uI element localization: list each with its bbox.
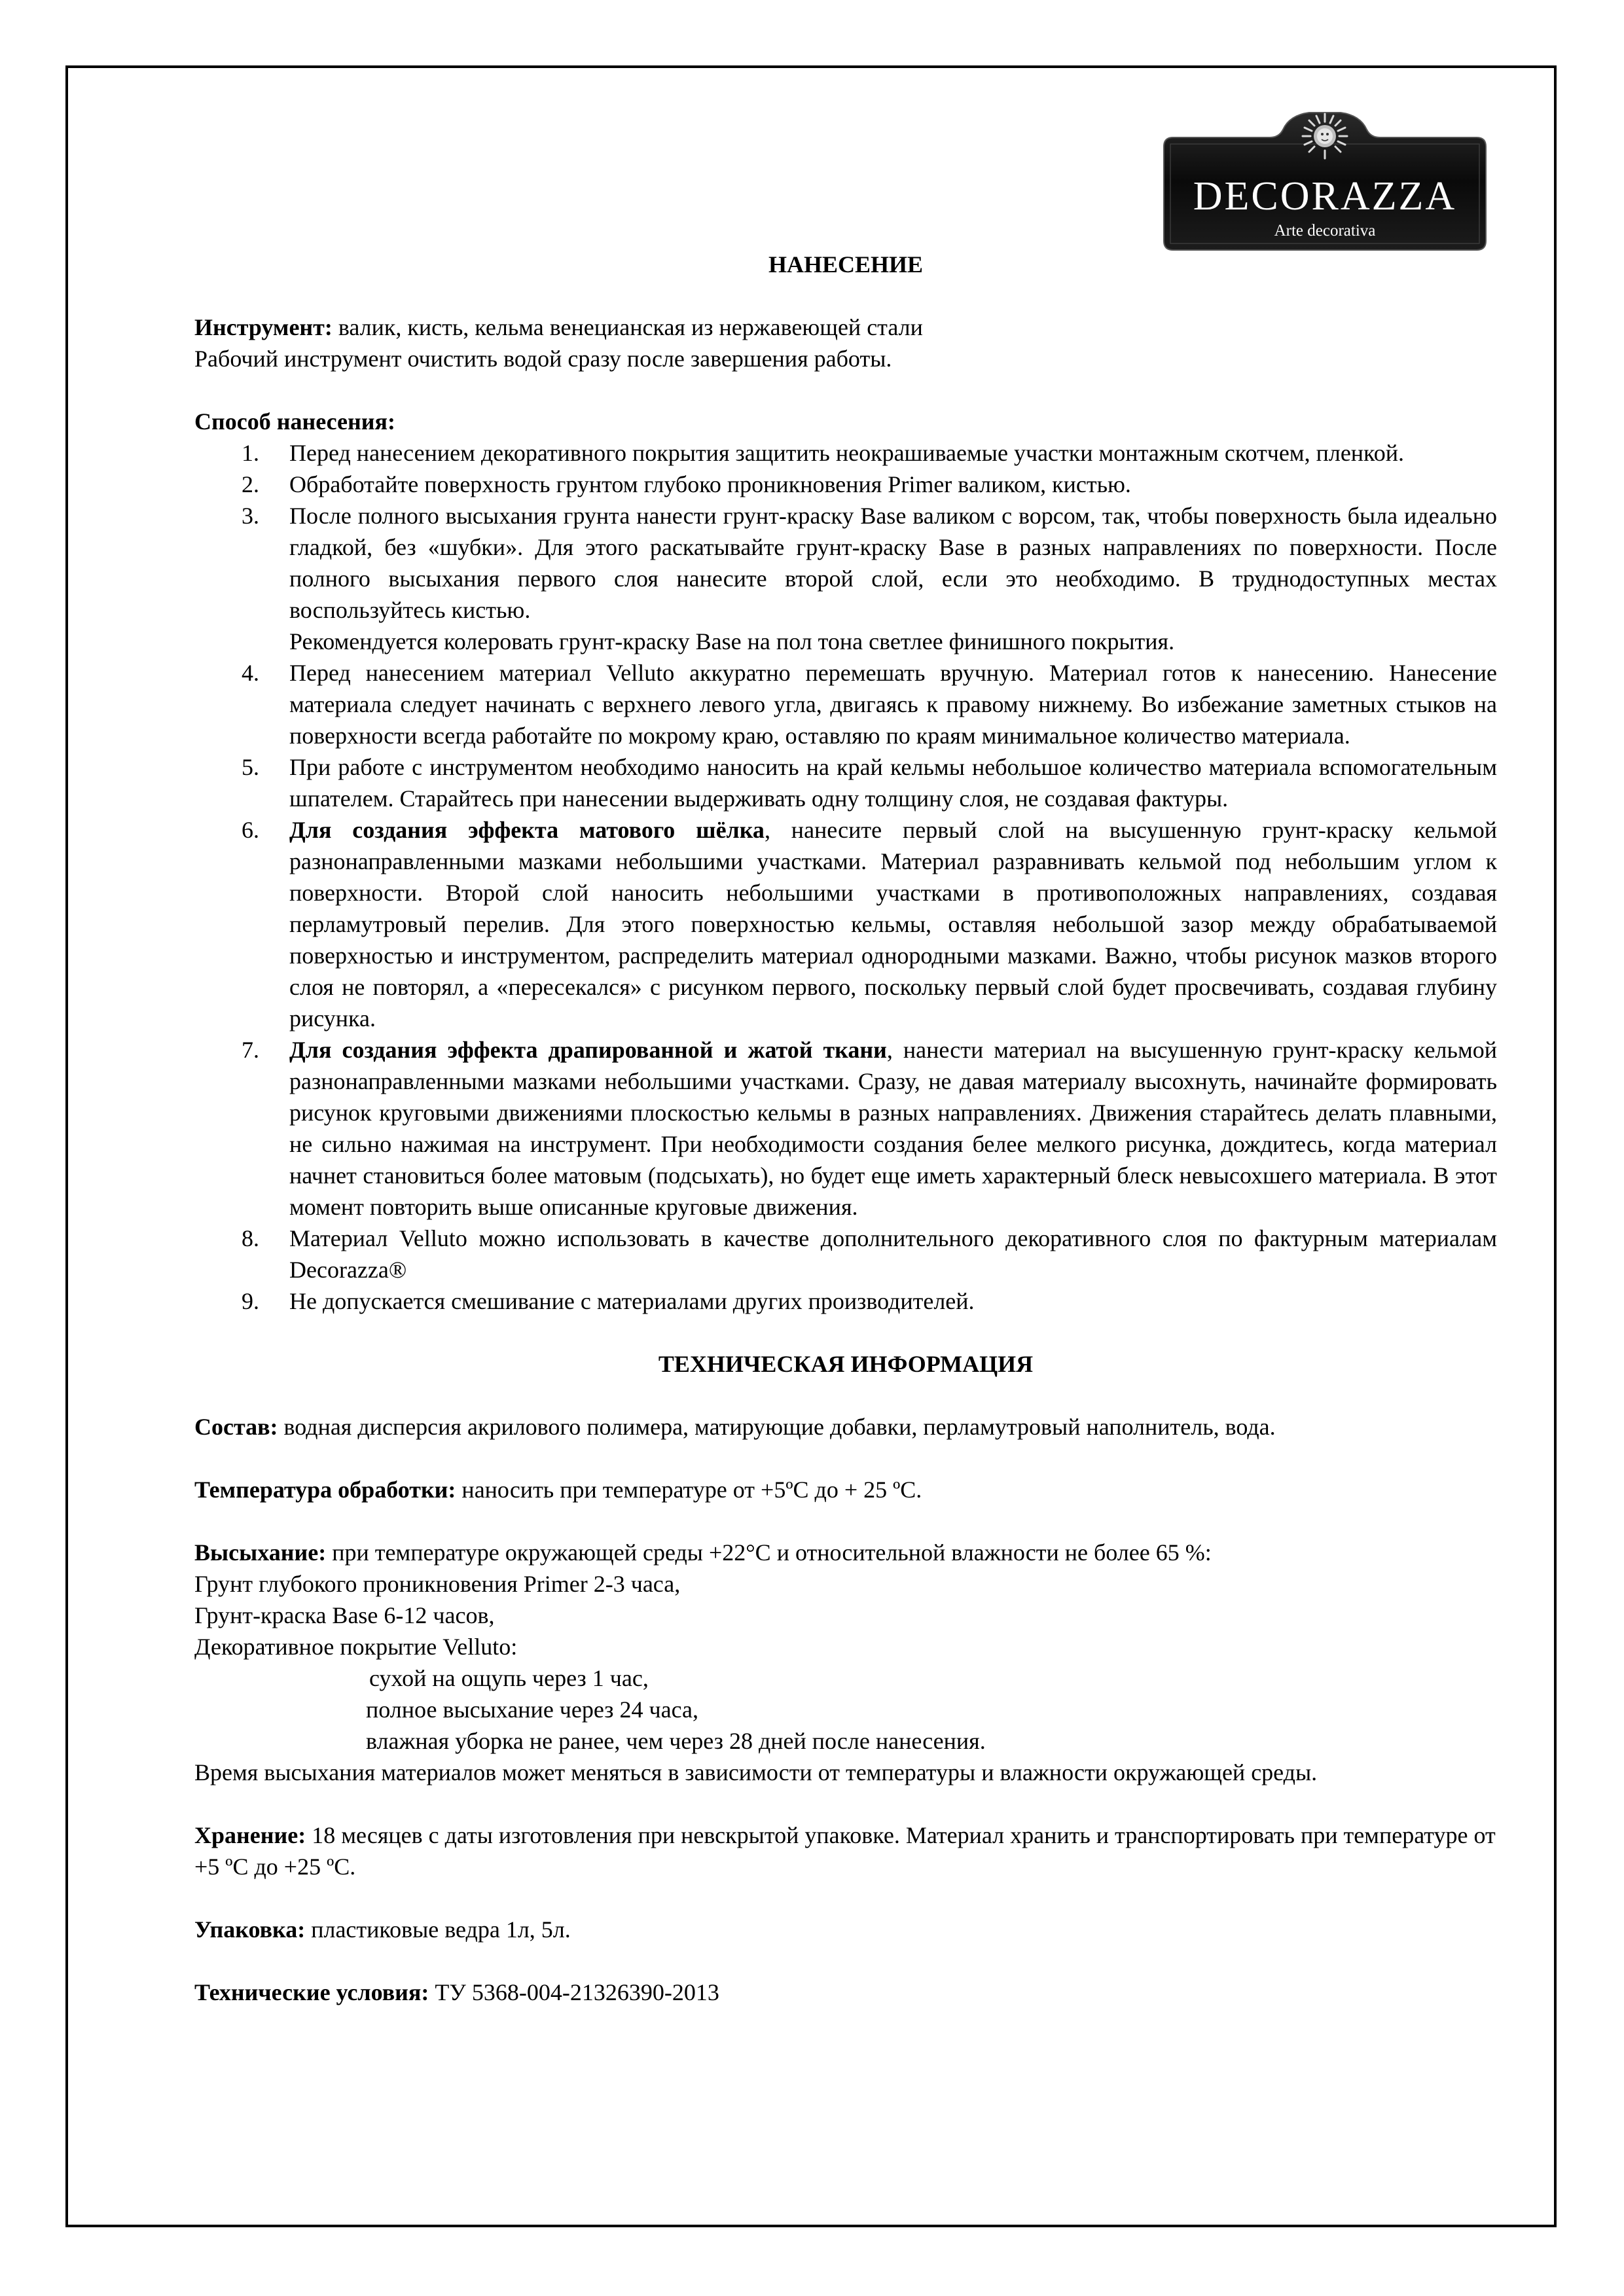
sun-icon — [1303, 114, 1347, 158]
application-heading: НАНЕСЕНИЕ — [768, 251, 924, 278]
drying-decor: Декоративное покрытие Velluto: — [194, 1634, 518, 1660]
composition-line: Состав: водная дисперсия акрилового полимера, матирующие добавки, перламутровый наполнитель, вода. — [194, 1414, 1276, 1440]
method-label: Способ нанесения: — [194, 408, 395, 435]
logo-tagline: Arte decorativa — [1274, 222, 1376, 240]
list-item: 7. Для создания эффекта драпированной и жатой ткани, нанести материал на высушенную грунт-краску кельмой разнонаправленными мазками небольшими участками. Сразу, не давая материалу высохнуть, начинайте формировать рисунок круговыми движениями плоскостью кельмы в разных направлениях. Движения старайтесь делать плавными, не сильно нажимая на инструмент. При необходимости создания белее мелкого рисунка, дождитесь, когда материал начнет становиться более матовым (подсыхать), но будет еще иметь характерный блеск невысохшего материала. В этот момент повторить выше описанные круговые движения. — [242, 1037, 1497, 1220]
list-item: 8. Материал Velluto можно использовать в качестве дополнительного декоративного слоя по фактурным материалам Decorazza® — [242, 1225, 1497, 1283]
temperature-line: Температура обработки: наносить при температуре от +5ºС до + 25 ºС. — [194, 1477, 922, 1503]
document-body — [194, 249, 1497, 2008]
cleaning-line: Рабочий инструмент очистить водой сразу после завершения работы. — [194, 346, 892, 372]
list-item: 9. Не допускается смешивание с материалами других производителей. — [242, 1288, 975, 1314]
tech-heading: ТЕХНИЧЕСКАЯ ИНФОРМАЦИЯ — [658, 1351, 1034, 1377]
tool-text: валик, кисть, кельма венецианская из нержавеющей стали — [332, 314, 923, 340]
drying-base: Грунт-краска Base 6-12 часов, — [194, 1602, 495, 1628]
packaging-line: Упаковка: пластиковые ведра 1л, 5л. — [194, 1916, 571, 1943]
list-item: 3. После полного высыхания грунта нанести грунт-краску Base валиком с ворсом, так, чтобы поверхность была идеально гладкой, без «шубки». Для этого раскатывайте грунт-краску Base в разных направлениях по поверхности. После полного высыхания первого слоя нанесите второй слой, если это необходимо. В труднодоступных местах воспользуйтесь кистью. Рекомендуется колеровать грунт-краску Base на пол тона светлее финишного покрытия. — [242, 503, 1497, 655]
list-item: 4. Перед нанесением материал Velluto аккуратно перемешать вручную. Материал готов к нанесению. Нанесение материала следует начинать с верхнего левого угла, двигаясь к правому нижнему. Во избежание заметных стыков на поверхности всегда работайте по мокрому краю, оставляю по краям минимальное количество материала. — [242, 660, 1497, 749]
list-item: 1. Перед нанесением декоративного покрытия защитить неокрашиваемые участки монтажным скотчем, пленкой. — [242, 440, 1404, 466]
method-steps — [194, 437, 1497, 1317]
decorazza-logo — [1159, 98, 1491, 255]
list-item: 6. Для создания эффекта матового шёлка, нанесите первый слой на высушенную грунт-краску кельмой разнонаправленными мазками небольшими участками. Материал разравнивать кельмой под небольшим углом к поверхности. Второй слой наносить небольшими участками в противоположных направлениях, создавая перламутровый перелив. Для этого поверхностью кельмы, оставляя небольшой зазор между обрабатываемой поверхностью и инструментом, распределить материал однородными мазками. Важно, чтобы рисунок мазков второго слоя не повторял, а «пересекался» с рисунком первого, поскольку первый слой будет просвечивать, создавая глубину рисунка. — [242, 817, 1497, 1031]
specs-line: Технические условия: ТУ 5368-004-21326390-2013 — [194, 1979, 719, 2005]
list-item: 2. Обработайте поверхность грунтом глубоко проникновения Primer валиком, кистью. — [242, 471, 1131, 497]
drying-touch: сухой на ощупь через 1 час, — [369, 1665, 649, 1691]
storage-line: Хранение: 18 месяцев с даты изготовления при невскрытой упаковке. Материал хранить и транспортировать при температуре от +5 ºС до +25 ºС. — [194, 1822, 1496, 1880]
tool-line — [194, 312, 1497, 343]
drying-primer: Грунт глубокого проникновения Primer 2-3 часа, — [194, 1571, 681, 1597]
drying-wet: влажная уборка не ранее, чем через 28 дней после нанесения. — [366, 1728, 986, 1754]
list-item: 5. При работе с инструментом необходимо наносить на край кельмы небольшое количество материала вспомогательным шпателем. Старайтесь при нанесении выдерживать одну толщину слоя, не создавая фактуры. — [242, 754, 1497, 812]
drying-line: Высыхание: при температуре окружающей среды +22°С и относительной влажности не более 65 %: — [194, 1539, 1212, 1566]
logo-brand: DECORAZZA — [1193, 174, 1457, 219]
drying-full: полное высыхание через 24 часа, — [366, 1696, 699, 1723]
tool-label: Инструмент: — [194, 314, 333, 340]
step-note: Рекомендуется колеровать грунт-краску Base на пол тона светлее финишного покрытия. — [289, 628, 1175, 655]
drying-note: Время высыхания материалов может меняться в зависимости от температуры и влажности окружающей среды. — [194, 1759, 1318, 1785]
